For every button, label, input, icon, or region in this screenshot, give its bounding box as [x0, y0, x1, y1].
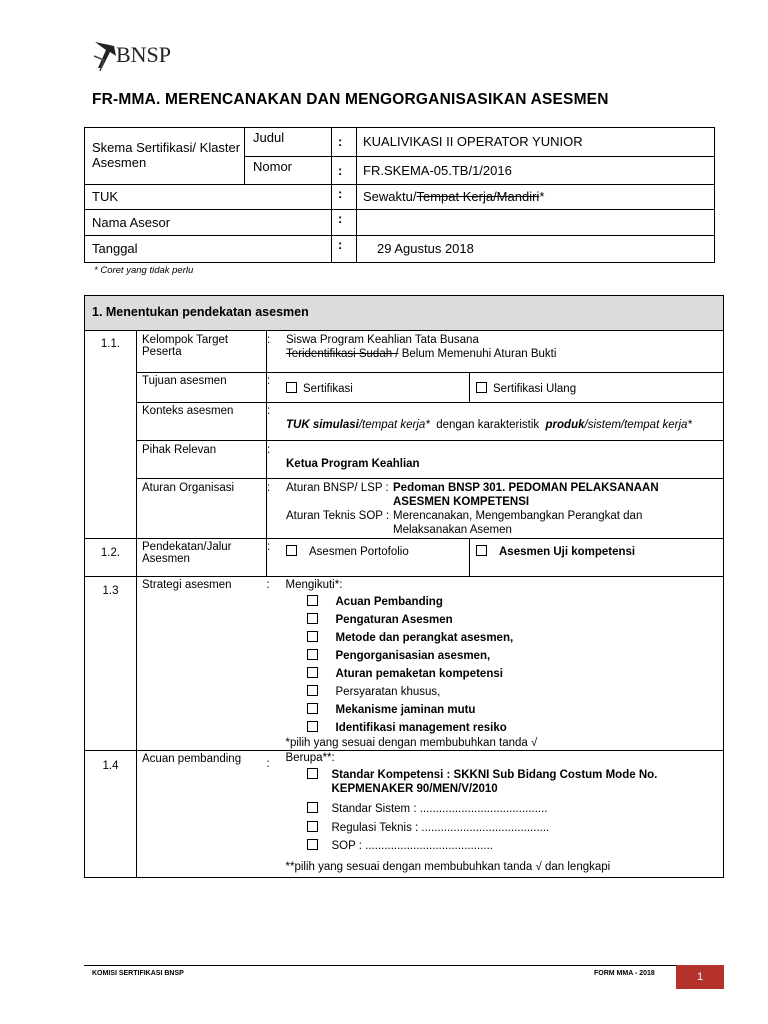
strategi-checkbox[interactable] [307, 613, 318, 624]
row-1-1-number: 1.1. [85, 331, 137, 539]
uji-kompetensi-label: Asesmen Uji kompetensi [499, 546, 636, 558]
pihak-label: Pihak Relevan [137, 441, 267, 479]
konteks-tuk-simulasi: TUK simulasi [286, 419, 359, 431]
konteks-tempat-kerja: /tempat kerja* [358, 419, 430, 431]
nomor-colon: : [332, 157, 357, 185]
tujuan-option-1-cell: : Sertifikasi [267, 373, 470, 403]
strategi-intro: Mengikuti*: [285, 579, 343, 591]
strategi-item-label: Identifikasi management resiko [335, 722, 507, 734]
pendekatan-option-2-cell [470, 539, 724, 577]
konteks-produk: produk [545, 419, 585, 431]
tanggal-value: 29 Agustus 2018 [357, 236, 715, 263]
standar-kompetensi-checkbox[interactable] [307, 768, 318, 779]
logo-text: BNSP [116, 42, 172, 67]
konteks-sistem: /sistem/tempat kerja* [584, 419, 692, 431]
info-table [84, 127, 715, 263]
regulasi-teknis-checkbox[interactable] [307, 821, 318, 832]
strategi-item [307, 703, 476, 716]
nomor-value: FR.SKEMA-05.TB/1/2016 [357, 157, 715, 185]
asesor-label: Nama Asesor [85, 210, 332, 236]
strategi-value: : Mengikuti*: Acuan Pembanding Pengaturan Asesmen Metode dan perangkat asesmen, Pengorganisasian asesmen, Aturan pemaketan kompetensi Persyaratan khusus, Mekanisme jaminan mutu Identifikasi management resiko *pilih yang sesuai dengan membubuhkan tanda √ [267, 577, 724, 751]
pendekatan-label: Pendekatan/Jalur Asesmen [137, 539, 267, 577]
strategi-item-label: Pengaturan Asesmen [335, 614, 453, 626]
strategi-checkbox[interactable] [307, 703, 318, 714]
strategi-note: *pilih yang sesuai dengan membubuhkan tanda √ [285, 737, 538, 749]
acuan-value: : Berupa**: Standar Kompetensi : SKKNI Sub Bidang Costum Mode No. KEPMENAKER 90/MEN/V/2010 Standar Sistem : ........................................ Regulasi Teknis : ........................................ SOP : ........................................ **pilih yang sesuai dengan membubuhkan tanda √ dan lengkapi [267, 751, 724, 878]
aturan-sop-label: Aturan Teknis SOP : [286, 510, 390, 522]
aturan-sop-value-1: Merencanakan, Mengembangkan Perangkat dan [393, 510, 643, 522]
sop-checkbox[interactable] [307, 839, 318, 850]
page-number-box [676, 965, 724, 989]
asesor-colon: : [332, 210, 357, 236]
judul-value: KUALIVIKASI II OPERATOR YUNIOR [357, 128, 715, 157]
footer-right: FORM MMA - 2018 [594, 970, 655, 977]
form-title: FR-MMA. MERENCANAKAN DAN MENGORGANISASIKAN ASESMEN [92, 91, 609, 108]
aturan-value: : Aturan BNSP/ LSP : Pedoman BNSP 301. PEDOMAN PELAKSANAAN ASESMEN KOMPETENSI Aturan Teknis SOP : Merencanakan, Mengembangkan Perangkat dan Melaksanakan Asemen [267, 479, 724, 539]
tanggal-label: Tanggal [85, 236, 332, 263]
strategi-item [307, 613, 453, 626]
aturan-bnsp-label: Aturan BNSP/ LSP : [286, 482, 389, 494]
tuk-colon: : [332, 185, 357, 210]
section1-table [84, 295, 724, 878]
sop-label: SOP : ........................................ [331, 840, 493, 852]
target-value-1: Siswa Program Keahlian Tata Busana [286, 334, 479, 346]
strategi-checkbox[interactable] [307, 667, 318, 678]
page-number: 1 [696, 971, 704, 983]
strategi-checkbox[interactable] [307, 631, 318, 642]
konteks-value: : TUK simulasi/tempat kerja* dengan karakteristik produk/sistem/tempat kerja* [267, 403, 724, 441]
row-1-4-number: 1.4 [85, 751, 137, 878]
strategi-item-label: Pengorganisasian asesmen, [335, 650, 491, 662]
uji-kompetensi-checkbox[interactable] [476, 545, 487, 556]
tuk-value-strike: Tempat Kerja/Mandiri [416, 189, 540, 204]
section1-title: 1. Menentukan pendekatan asesmen [85, 296, 724, 331]
regulasi-teknis-label: Regulasi Teknis : ........................................ [331, 822, 550, 834]
standar-kompetensi-1: Standar Kompetensi : SKKNI Sub Bidang Costum Mode No. [331, 769, 658, 781]
tuk-value-a: Sewaktu/ [363, 189, 417, 204]
bnsp-logo [92, 38, 172, 74]
bnsp-emblem-icon [92, 38, 118, 72]
tuk-value [357, 185, 715, 210]
sertifikasi-checkbox[interactable] [286, 382, 297, 393]
nomor-label: Nomor [245, 157, 332, 185]
target-label: Kelompok Target Peserta [137, 331, 267, 373]
footer-rule [84, 965, 724, 966]
portofolio-checkbox[interactable] [286, 545, 297, 556]
target-value: : Siswa Program Keahlian Tata Busana Teridentifikasi Sudah / Belum Memenuhi Aturan Bukti [267, 331, 724, 373]
strategi-item [307, 667, 503, 680]
strategi-item-label: Acuan Pembanding [335, 596, 443, 608]
sertifikasi-ulang-checkbox[interactable] [476, 382, 487, 393]
strike-note: * Coret yang tidak perlu [94, 265, 194, 276]
strategi-checkbox[interactable] [307, 685, 318, 696]
strategi-checkbox[interactable] [307, 595, 318, 606]
aturan-bnsp-value-1: Pedoman BNSP 301. PEDOMAN PELAKSANAAN [393, 482, 659, 494]
pihak-value: Ketua Program Keahlian [286, 458, 420, 470]
acuan-intro: Berupa**: [285, 752, 335, 764]
row-1-3-number: 1.3 [85, 577, 137, 751]
strategi-label: Strategi asesmen [137, 577, 267, 751]
tujuan-label: Tujuan asesmen [137, 373, 267, 403]
sertifikasi-label: Sertifikasi [303, 383, 353, 395]
konteks-label: Konteks asesmen [137, 403, 267, 441]
strategi-checkbox[interactable] [307, 649, 318, 660]
strategi-item-label: Mekanisme jaminan mutu [335, 704, 476, 716]
strategi-item [307, 721, 507, 734]
aturan-label: Aturan Organisasi [137, 479, 267, 539]
standar-sistem-label: Standar Sistem : ........................................ [331, 803, 548, 815]
judul-label: Judul [245, 128, 332, 157]
tuk-label: TUK [85, 185, 332, 210]
strategi-item-label: Metode dan perangkat asesmen, [335, 632, 514, 644]
target-value-2: Belum Memenuhi Aturan Bukti [398, 348, 557, 360]
aturan-bnsp-value-2: ASESMEN KOMPETENSI [393, 496, 530, 508]
footer-left: KOMISI SERTIFIKASI BNSP [92, 970, 184, 977]
skema-label: Skema Sertifikasi/ Klaster Asesmen [85, 128, 245, 185]
strategi-item [307, 595, 443, 608]
tuk-value-c: * [539, 189, 545, 204]
row-1-2-number: 1.2. [85, 539, 137, 577]
target-strike: Teridentifikasi Sudah / [286, 348, 399, 360]
asesor-value [357, 210, 715, 236]
portofolio-label: Asesmen Portofolio [309, 546, 409, 558]
acuan-note: **pilih yang sesuai dengan membubuhkan tanda √ dan lengkapi [285, 861, 611, 873]
strategi-item-label: Aturan pemaketan kompetensi [335, 668, 503, 680]
judul-colon: : [332, 128, 357, 157]
konteks-karakteristik: dengan karakteristik [429, 419, 546, 431]
aturan-sop-value-2: Melaksanakan Asemen [393, 524, 512, 536]
sertifikasi-ulang-label: Sertifikasi Ulang [493, 383, 577, 395]
standar-kompetensi-2: KEPMENAKER 90/MEN/V/2010 [331, 783, 498, 795]
strategi-item-label: Persyaratan khusus, [335, 686, 441, 698]
tanggal-colon: : [332, 236, 357, 263]
strategi-item [307, 631, 514, 644]
strategi-checkbox[interactable] [307, 721, 318, 732]
pihak-value-cell: : Ketua Program Keahlian [267, 441, 724, 479]
standar-sistem-checkbox[interactable] [307, 802, 318, 813]
strategi-item [307, 685, 441, 698]
acuan-label: Acuan pembanding [137, 751, 267, 878]
strategi-item [307, 649, 491, 662]
pendekatan-option-1-cell: : Asesmen Portofolio [267, 539, 470, 577]
tujuan-option-2-cell [470, 373, 724, 403]
